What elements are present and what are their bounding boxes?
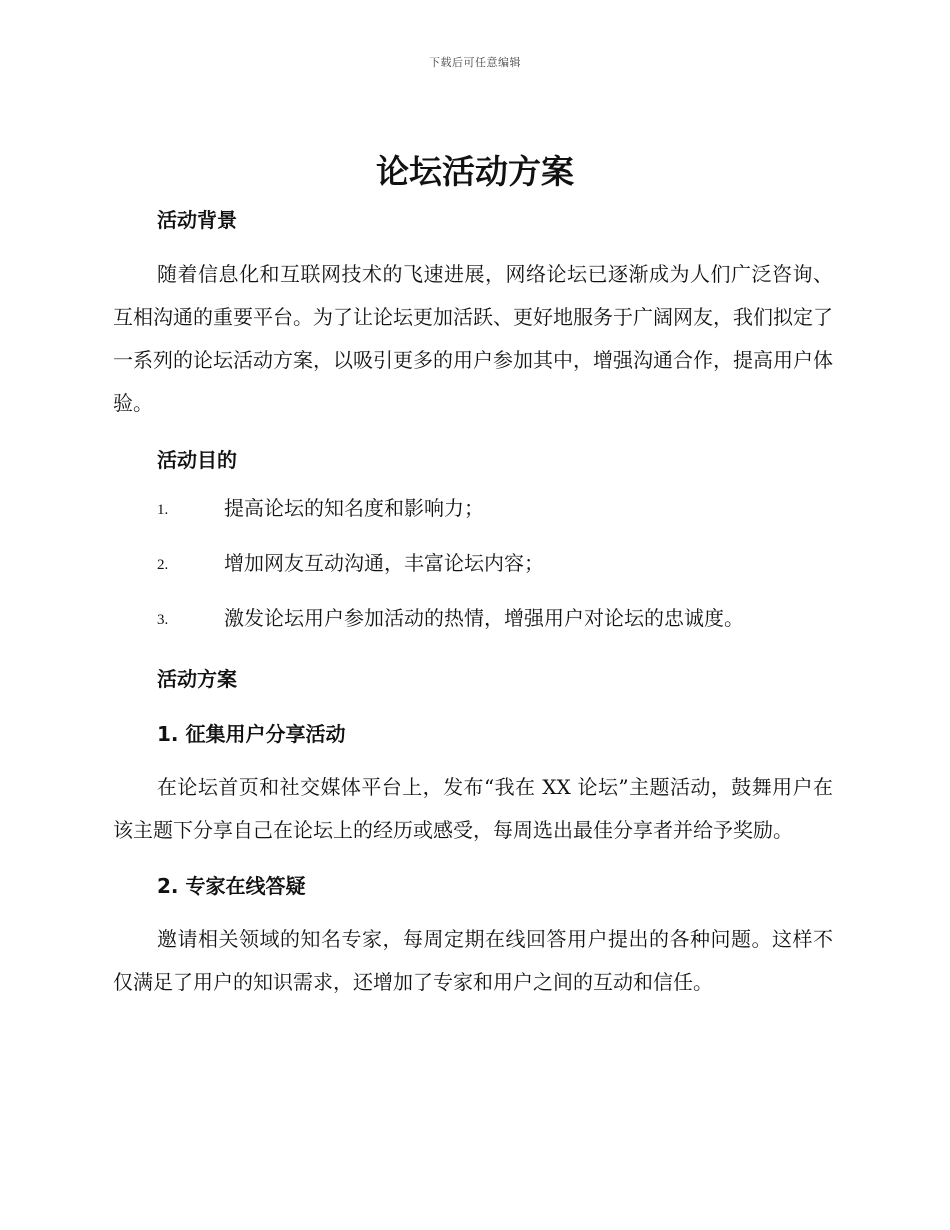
section-heading-goal: 活动目的	[157, 448, 237, 472]
page-header-note: 下载后可任意编辑	[429, 56, 521, 69]
list-item-number: 3.	[157, 612, 169, 628]
document-body	[113, 200, 833, 1004]
section-heading-background: 活动背景	[157, 208, 237, 232]
subsection-heading-expert: 2. 专家在线答疑	[157, 874, 306, 898]
goal-list-item	[113, 494, 833, 549]
goal-list-item	[113, 604, 833, 659]
section-heading-plan: 活动方案	[157, 667, 237, 691]
subsection-heading-sharing: 1. 征集用户分享活动	[157, 722, 346, 746]
list-item-number: 2.	[157, 557, 169, 573]
background-paragraph: 随着信息化和互联网技术的飞速进展，网络论坛已逐渐成为人们广泛咨询、互相沟通的重要平台。为了让论坛更加活跃、更好地服务于广阔网友，我们拟定了一系列的论坛活动方案，以吸引更多的用户参加其中，增强沟通合作，提高用户体验。	[113, 262, 833, 415]
goal-list	[113, 494, 833, 659]
document-title: 论坛活动方案	[376, 152, 574, 191]
expert-paragraph: 邀请相关领域的知名专家，每周定期在线回答用户提出的各种问题。这样不仅满足了用户的知识需求，还增加了专家和用户之间的互动和信任。	[113, 927, 833, 994]
list-item-text: 增加网友互动沟通，丰富论坛内容；	[224, 551, 544, 575]
list-item-text: 激发论坛用户参加活动的热情，增强用户对论坛的忠诚度。	[224, 606, 744, 630]
list-item-text: 提高论坛的知名度和影响力；	[224, 496, 484, 520]
list-item-number: 1.	[157, 502, 169, 518]
sharing-paragraph: 在论坛首页和社交媒体平台上，发布“我在 XX 论坛”主题活动，鼓舞用户在该主题下分享自己在论坛上的经历或感受，每周选出最佳分享者并给予奖励。	[113, 775, 833, 842]
goal-list-item	[113, 549, 833, 604]
